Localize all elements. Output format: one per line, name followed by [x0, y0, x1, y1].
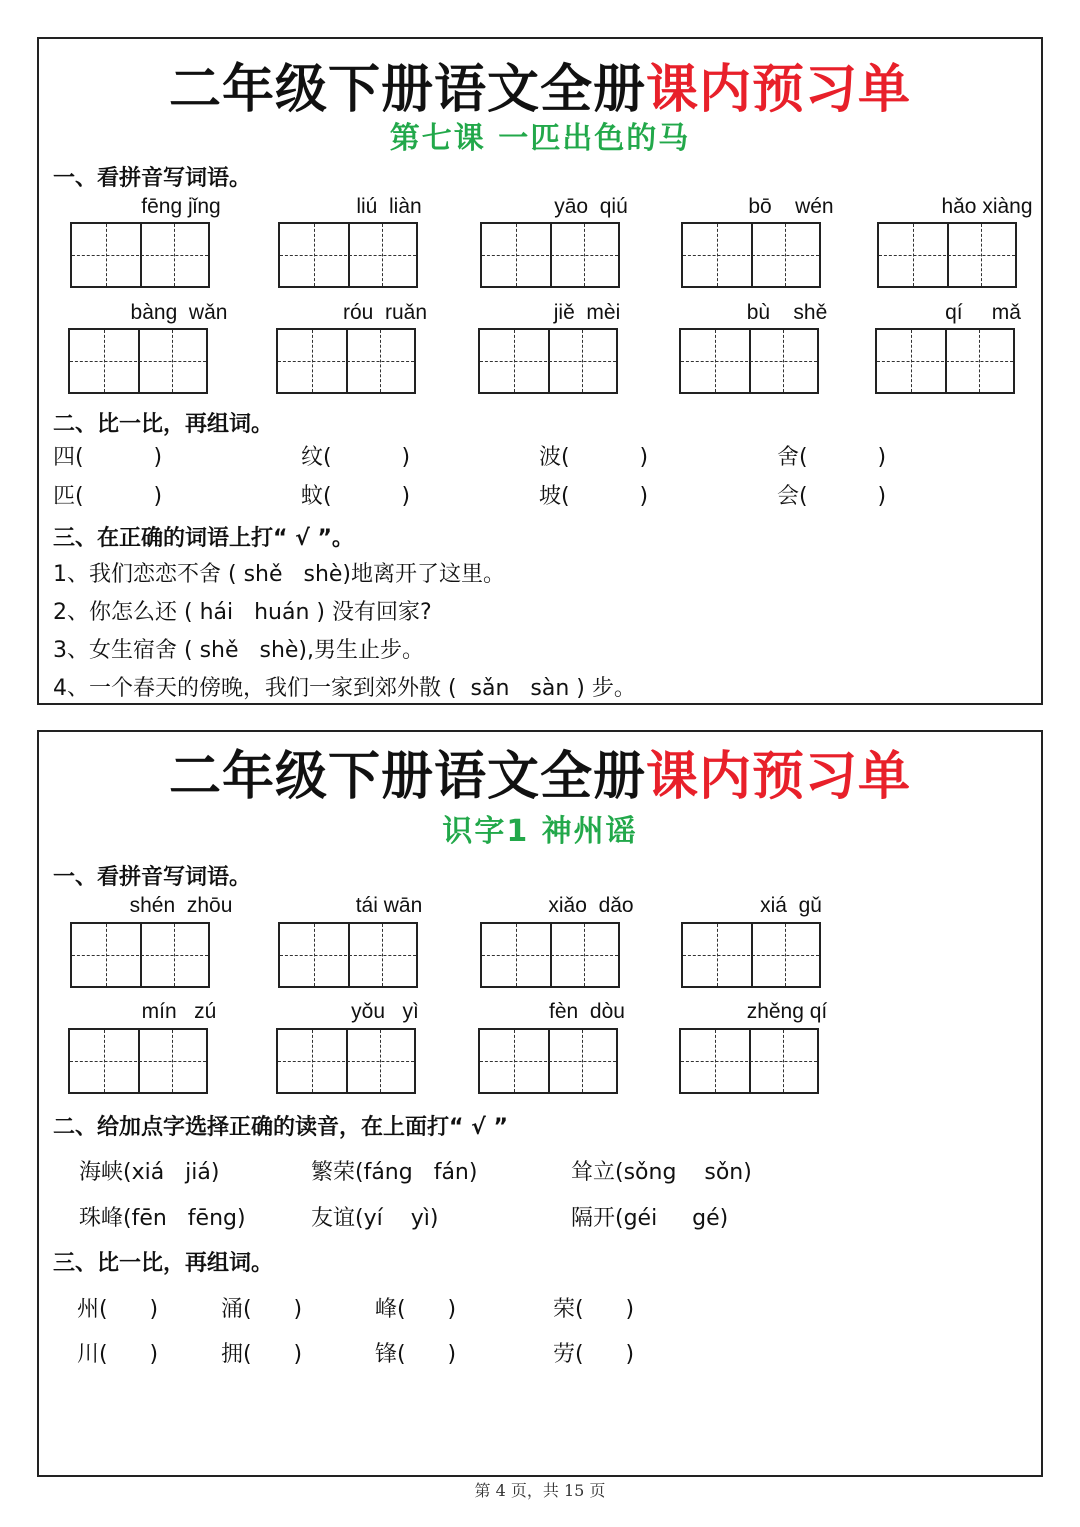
pinyin-label: hǎo xiàng: [941, 195, 1033, 218]
section-2-heading: 二、给加点字选择正确的读音，在上面打“ √ ”: [53, 1115, 508, 1140]
compare-item[interactable]: 纹( ): [301, 445, 411, 470]
reading-choice[interactable]: 繁荣(fáng fán): [311, 1160, 478, 1185]
reading-choice[interactable]: 耸立(sǒng sǒn): [571, 1160, 752, 1185]
section-3-heading: 三、在正确的词语上打“ √ ”。: [53, 526, 354, 551]
writing-grid[interactable]: [276, 328, 416, 394]
pinyin-label: yāo qiú: [554, 195, 628, 218]
writing-grid[interactable]: [480, 222, 620, 288]
writing-grid[interactable]: [679, 1028, 819, 1094]
pinyin-label: bù shě: [746, 301, 828, 324]
pinyin-label: bō wén: [748, 195, 834, 218]
pinyin-label: róu ruǎn: [342, 301, 428, 324]
pinyin-label: yǒu yì: [351, 1000, 419, 1023]
reading-choice[interactable]: 友谊(yí yì): [311, 1206, 439, 1231]
section-1-heading: 一、看拼音写词语。: [53, 166, 252, 191]
section-3-heading: 三、比一比，再组词。: [53, 1251, 274, 1276]
writing-grid[interactable]: [480, 922, 620, 988]
writing-grid[interactable]: [278, 222, 418, 288]
title-highlight: 课内预习单: [646, 60, 912, 120]
compare-item[interactable]: 荣( ): [553, 1297, 635, 1322]
page-footer: 第 4 页，共 15 页: [474, 1481, 606, 1500]
compare-item[interactable]: 蚊( ): [301, 484, 411, 509]
pinyin-label: fēng jǐng: [141, 195, 221, 218]
pinyin-label: fèn dòu: [549, 1000, 625, 1023]
pinyin-label: xiá gǔ: [760, 894, 822, 917]
title-main: 二年级下册语文全册: [168, 747, 646, 807]
writing-grid[interactable]: [68, 1028, 208, 1094]
worksheet-literacy-1: [37, 730, 1043, 1477]
compare-item[interactable]: 舍( ): [777, 445, 887, 470]
sentence-item[interactable]: 3、女生宿舍 ( shě shè),男生止步。: [53, 638, 425, 663]
compare-item[interactable]: 川( ): [77, 1342, 159, 1367]
writing-grid[interactable]: [478, 328, 618, 394]
reading-choice[interactable]: 隔开(géi gé): [571, 1206, 729, 1231]
section-2-heading: 二、比一比，再组词。: [53, 412, 274, 437]
writing-grid[interactable]: [478, 1028, 618, 1094]
pinyin-label: xiǎo dǎo: [548, 894, 634, 917]
pinyin-label: jiě mèi: [553, 301, 621, 324]
writing-grid[interactable]: [877, 222, 1017, 288]
reading-choice[interactable]: 珠峰(fēn fēng): [79, 1206, 246, 1231]
writing-grid[interactable]: [68, 328, 208, 394]
lesson-subtitle: 第七课 一匹出色的马: [389, 121, 691, 156]
page-title: [39, 734, 1041, 809]
title-main: 二年级下册语文全册: [168, 60, 646, 120]
compare-item[interactable]: 峰( ): [375, 1297, 457, 1322]
compare-item[interactable]: 波( ): [539, 445, 649, 470]
pinyin-label: mín zú: [141, 1000, 217, 1023]
compare-item[interactable]: 涌( ): [221, 1297, 303, 1322]
lesson-subtitle: 识字1 神州谣: [442, 814, 638, 849]
section-1-heading: 一、看拼音写词语。: [53, 865, 252, 890]
pinyin-label: zhěng qí: [746, 1000, 828, 1023]
writing-grid[interactable]: [70, 922, 210, 988]
compare-item[interactable]: 劳( ): [553, 1342, 635, 1367]
compare-item[interactable]: 坡( ): [539, 484, 649, 509]
compare-item[interactable]: 会( ): [777, 484, 887, 509]
pinyin-label: shén zhōu: [129, 894, 233, 917]
page-title: [39, 47, 1041, 122]
sentence-item[interactable]: 1、我们恋恋不舍 ( shě shè)地离开了这里。: [53, 562, 506, 587]
compare-item[interactable]: 州( ): [77, 1297, 159, 1322]
writing-grid[interactable]: [70, 222, 210, 288]
writing-grid[interactable]: [681, 222, 821, 288]
compare-item[interactable]: 锋( ): [375, 1342, 457, 1367]
compare-item[interactable]: 拥( ): [221, 1342, 303, 1367]
writing-grid[interactable]: [278, 922, 418, 988]
pinyin-label: bàng wǎn: [130, 301, 228, 324]
compare-item[interactable]: 匹( ): [53, 484, 163, 509]
writing-grid[interactable]: [875, 328, 1015, 394]
worksheet-lesson-7: [37, 37, 1043, 705]
pinyin-label: tái wān: [355, 894, 423, 917]
sentence-item[interactable]: 4、一个春天的傍晚，我们一家到郊外散 ( sǎn sàn ) 步。: [53, 676, 636, 701]
pinyin-label: qí mǎ: [945, 301, 1021, 324]
writing-grid[interactable]: [276, 1028, 416, 1094]
title-highlight: 课内预习单: [646, 747, 912, 807]
reading-choice[interactable]: 海峡(xiá jiá): [79, 1160, 220, 1185]
writing-grid[interactable]: [679, 328, 819, 394]
compare-item[interactable]: 四( ): [53, 445, 163, 470]
writing-grid[interactable]: [681, 922, 821, 988]
sentence-item[interactable]: 2、你怎么还 ( hái huán ) 没有回家?: [53, 600, 432, 625]
pinyin-label: liú liàn: [356, 195, 422, 218]
